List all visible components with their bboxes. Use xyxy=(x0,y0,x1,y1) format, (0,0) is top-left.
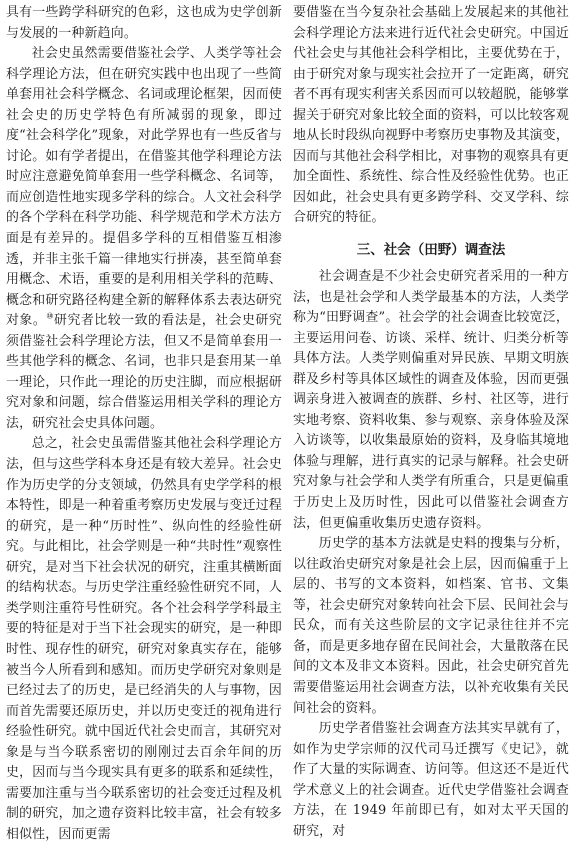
paragraph-over-socialization xyxy=(6,44,282,434)
footnote-marker: ⑩ xyxy=(46,311,55,321)
paragraph-continuation: 要借鉴在当今复杂社会基础上发展起来的其他社会科学理论方法来进行近代社会史研究。中国近代社会史与其他社会科学相比，主要优势在于，由于研究对象与现实社会拉开了一定距离，研究者不再有现实利害关系因而可以较超脱，能够掌握关于研究对象比较全面的资料，可以比较客观地从长时段纵向视野中考察历史事物及其演变，因而与其他社会科学相比，对事物的观察具有更加全面性、系统性、综合性及经验性优势。也正因如此，社会史具有更多跨学科、交叉学科、综合研究的特征。 xyxy=(293,5,569,226)
paragraph-historical-method: 历史学的基本方法就是史料的搜集与分析，以往政治史研究对象是社会上层，因而偏重于上层的、书写的文本资料，如档案、官书、文集等，社会史研究对象转向社会下层、民间社会与民众，而有关这些阶层的文字记录往往并不完备，而是更多地存留在民间社会，大量散落在民间的文本及非文本资料。因此，社会史研究首先需要借鉴运用社会调查方法，以补充收集有关民间社会的资料。 xyxy=(293,536,569,716)
left-column xyxy=(6,3,282,842)
paragraph-social-survey: 社会调查是不少社会史研究者采用的一种方法，也是社会学和人类学最基本的方法，人类学称为“田野调查”。社会学的社会调查比较宽泛，主要运用问卷、访谈、采样、统计、归类分析等具体方法。人类学则偏重对异民族、早期文明族群及乡村等具体区域性的调查及体验，因而更强调亲身进入被调查的族群、乡村、社区等，进行实地考察、资料收集、参与观察、亲身体验及深入访谈等，以收集最原始的资料，及身临其境地体验与理解，进行真实的记录与解释。社会史研究对象与社会学和人类学有所重合，只是更偏重于历史上及历时性，因此可以借鉴社会调查方法，但更偏重收集历史遗存资料。 xyxy=(293,269,569,531)
paragraph-text: 研究者比较一致的看法是，社会史研究须借鉴社会科学理论方法，但又不是简单套用一些其他学科的概念、名词，也非只是套用某一单一理论，只作此一理论的历史注脚，而应根据研究对象和问题，综合借鉴运用相关学科的理论方法，研究社会史具体问题。 xyxy=(6,313,282,431)
paragraph-summary: 总之，社会史虽需借鉴其他社会科学理论方法，但与这些学科本身还是有较大差异。社会史作为历史学的分支领域，仍然具有史学学科的根本特性，即是一种着重考察历史发展与变迁过程的研究，是一种“历时性”、纵向性的经验性研究。与此相比，社会学则是一种“共时性”观察性研究，是对当下社会状况的研究，注重其横断面的结构状态。与历史学注重经验性研究不同，人类学则注重符号性研究。各个社会科学学科最主要的特征是对于当下社会现实的研究，是一种即时性、现存性的研究，研究对象真实存在，能够被当今人所看到和感知。而历史学研究对象则是已经过去了的历史，是已经消失的人与事物，因而首先需要还原历史，并以历史变迁的视角进行经验性研究。就中国近代社会史而言，其研究对象是与当今联系密切的刚刚过去百余年间的历史，因而与当今现实具有更多的联系和延续性，需要加注重与当今联系密切的社会变迁过程及机制的研究，加之遗存资料比较丰富，社会有较多相似性，因而更需 xyxy=(6,436,282,842)
paragraph-text: 社会史虽然需要借鉴社会学、人类学等社会科学理论方法，但在研究实践中也出现了一些简单套用社会科学概念、名词或理论框架，因而使社会史的历史学特色有所减弱的现象，即过度“社会科学化”现象，对此学界也有一些反省与讨论。如有学者提出，在借鉴其他学科理论方法时应注意避免简单套用一些学科概念、名词等，而应创造性地实现多学科的综合。人文社会科学的各个学科在科学功能、科学规范和学术方法方面是有差异的。提倡多学科的互相借鉴互相渗透，并非主张千篇一律地实行拼凑，甚至简单套用概念、术语，重要的是利用相关学科的范畴、概念和研究路径构建全新的解释体系去表达研究对象。 xyxy=(6,46,282,329)
section-heading: 三、社会（田野）调查法 xyxy=(356,242,506,259)
right-column xyxy=(293,3,569,839)
paragraph-continuation: 具有一些跨学科研究的色彩，这也成为史学创新与发展的一种新趋向。 xyxy=(6,5,282,41)
paragraph-historians-survey: 历史学者借鉴社会调查方法其实早就有了，如作为史学宗师的汉代司马迁撰写《史记》，就作了大量的实际调查、访问等。但这还不是近代学术意义上的社会调查。近代史学借鉴社会调查方法，在 1949 年前即已有，如对太平天国的研究，对 xyxy=(293,721,569,839)
